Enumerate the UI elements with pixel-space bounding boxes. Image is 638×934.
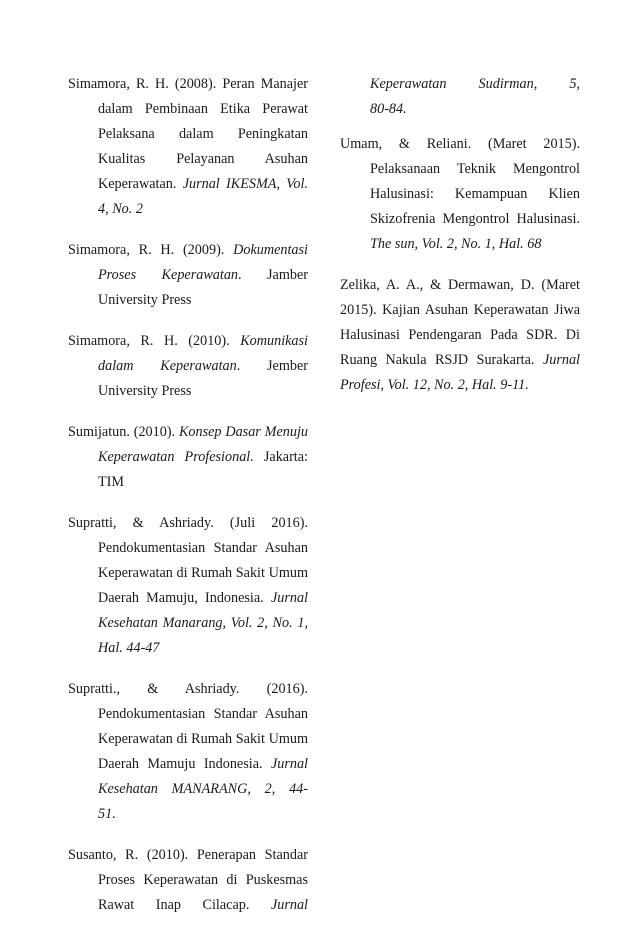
reference-entry (68, 511, 308, 661)
reference-entry (68, 420, 308, 495)
text-segment: Ruang Nakula RSJD Surakarta. (340, 352, 543, 368)
reference-line (68, 586, 308, 611)
text-segment: Keperawatan. (98, 176, 183, 192)
italic-segment: Keperawatan Profesional. (98, 449, 254, 465)
reference-line: Proses Keperawatan di Puskesmas (98, 872, 308, 888)
reference-entry (340, 132, 580, 257)
reference-line: Pendokumentasian Standar Asuhan (98, 540, 308, 556)
reference-line (68, 420, 308, 445)
text-segment: Jakarta: (253, 449, 308, 465)
italic-segment: Konsep Dasar Menuju (178, 424, 308, 440)
reference-line (68, 611, 308, 636)
italic-segment: Hal. 44-47 (98, 640, 160, 656)
text-segment: Daerah Mamuju, Indonesia. (98, 590, 271, 606)
reference-line (68, 445, 308, 470)
reference-entry (68, 329, 308, 404)
reference-line (68, 263, 308, 288)
italic-segment: Dokumentasi (233, 242, 308, 258)
italic-segment: Jurnal (542, 352, 580, 368)
reference-line (340, 232, 580, 257)
text-segment: . Jamber (238, 267, 308, 283)
reference-line: Keperawatan di Rumah Sakit Umum (98, 731, 308, 747)
reference-line: Susanto, R. (2010). Penerapan Standar (68, 847, 308, 863)
italic-segment: 80-84. (370, 101, 407, 117)
italic-segment: Jurnal (270, 756, 308, 772)
italic-segment: Komunikasi (240, 333, 308, 349)
italic-segment: 51. (98, 806, 116, 822)
reference-line (340, 373, 580, 398)
text-segment: Simamora, R. H. (2009). (68, 242, 234, 258)
reference-entry (340, 273, 580, 398)
italic-segment: Profesi, Vol. 12, No. 2, Hal. 9-11. (340, 377, 529, 393)
reference-line: Supratti., & Ashriady. (2016). (68, 681, 308, 697)
reference-line (68, 777, 308, 802)
reference-line (68, 636, 308, 661)
reference-line (340, 348, 580, 373)
reference-line (68, 354, 308, 379)
reference-line: Simamora, R. H. (2008). Peran Manajer (68, 76, 308, 92)
text-segment: Simamora, R. H. (2010). (68, 333, 241, 349)
reference-line: University Press (98, 292, 192, 308)
italic-segment: Proses Keperawatan (98, 267, 239, 283)
reference-line: Halusinasi Pendengaran Pada SDR. Di (340, 327, 580, 343)
reference-entry (68, 677, 308, 827)
references-left-column (68, 72, 308, 934)
reference-line: Pendokumentasian Standar Asuhan (98, 706, 308, 722)
text-segment: Rawat Inap Cilacap. (98, 897, 271, 913)
reference-line (68, 802, 308, 827)
reference-entry (68, 843, 308, 918)
reference-line: Halusinasi: Kemampuan Klien (370, 186, 580, 202)
reference-entry (340, 72, 580, 122)
text-segment: . Jember (236, 358, 308, 374)
reference-line (340, 72, 580, 97)
reference-line (68, 329, 308, 354)
italic-segment: dalam Keperawatan (98, 358, 237, 374)
reference-line: University Press (98, 383, 192, 399)
reference-line: Zelika, A. A., & Dermawan, D. (Maret (340, 277, 580, 293)
italic-segment: Kesehatan Manarang, Vol. 2, No. 1, (98, 615, 308, 631)
italic-segment: Jurnal IKESMA, Vol. (182, 176, 308, 192)
reference-line (340, 97, 580, 122)
reference-line: dalam Pembinaan Etika Perawat (98, 101, 308, 117)
reference-line (68, 172, 308, 197)
italic-segment: Jurnal (270, 897, 308, 913)
reference-line: Umam, & Reliani. (Maret 2015). (340, 136, 580, 152)
reference-entry (68, 72, 308, 222)
references-right-column (340, 72, 580, 414)
italic-segment: 4, No. 2 (98, 201, 143, 217)
reference-line: Pelaksanaan Teknik Mengontrol (370, 161, 580, 177)
italic-segment: Jurnal (270, 590, 308, 606)
italic-segment: Keperawatan Sudirman, 5, (370, 76, 580, 92)
reference-line: TIM (98, 474, 125, 490)
reference-line: Keperawatan di Rumah Sakit Umum (98, 565, 308, 581)
reference-line: Kualitas Pelayanan Asuhan (98, 151, 308, 167)
reference-line: Skizofrenia Mengontrol Halusinasi. (370, 211, 580, 227)
reference-line (68, 752, 308, 777)
text-segment: Sumijatun. (2010). (68, 424, 179, 440)
reference-line: Pelaksana dalam Peningkatan (98, 126, 308, 142)
reference-line (68, 893, 308, 918)
italic-segment: The sun, Vol. 2, No. 1, Hal. 68 (370, 236, 542, 252)
reference-line (68, 197, 308, 222)
italic-segment: Kesehatan MANARANG, 2, 44- (98, 781, 308, 797)
reference-entry (68, 238, 308, 313)
reference-line: Supratti, & Ashriady. (Juli 2016). (68, 515, 308, 531)
reference-line (68, 238, 308, 263)
reference-line: 2015). Kajian Asuhan Keperawatan Jiwa (340, 302, 580, 318)
text-segment: Daerah Mamuju Indonesia. (98, 756, 271, 772)
